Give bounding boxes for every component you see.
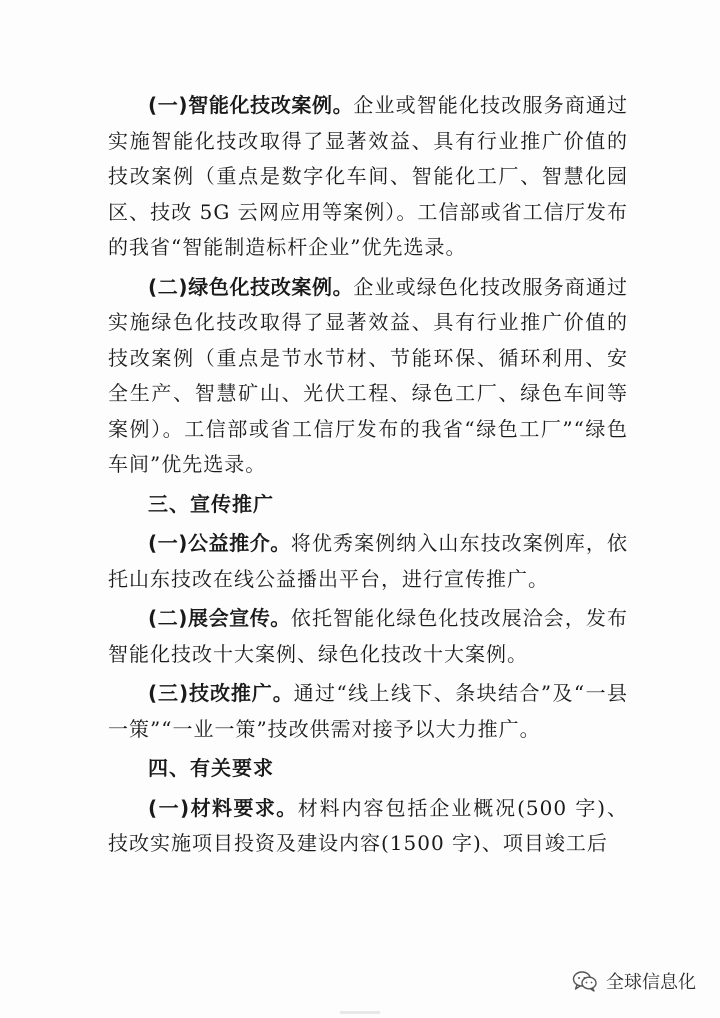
watermark-text: 全球信息化 — [606, 972, 696, 993]
paragraph-text: 依托智能化绿色化技改展洽会，发布智能化技改十大案例、绿色化技改十大案例。 — [108, 606, 629, 666]
paragraph-green-case — [108, 270, 628, 483]
paragraph-text: 企业或绿色化技改服务商通过实施绿色化技改取得了显著效益、具有行业推广价值的技改案例（重点是节水节材、节能环保、循环利用、安全生产、智慧矿山、光伏工程、绿色工厂、绿色车间等案例）。工信部或省工信厅发布的我省“绿色工厂”“绿色车间”优先选录。 — [108, 274, 629, 476]
page-bottom-mark — [340, 1011, 380, 1014]
paragraph-material-requirements — [108, 791, 628, 862]
paragraph-intelligent-case — [108, 88, 628, 266]
paragraph-text: 通过“线上线下、条块结合”及“一县一策”“一业一策”技改供需对接予以大力推广。 — [108, 681, 628, 741]
paragraph-public-welfare — [108, 526, 628, 597]
paragraph-lead: (一)公益推介。 — [148, 531, 291, 555]
wechat-watermark — [572, 968, 696, 994]
paragraph-text: 材料内容包括企业概况(500 字)、技改实施项目投资及建设内容(1500 字)、项目竣工后 — [108, 795, 629, 855]
paragraph-exhibition — [108, 601, 628, 672]
document-body — [108, 88, 628, 862]
paragraph-lead: (二)绿色化技改案例。 — [148, 274, 354, 299]
paragraph-lead: (三)技改推广。 — [148, 681, 294, 705]
paragraph-text: 企业或智能化技改服务商通过实施智能化技改取得了显著效益、具有行业推广价值的技改案例（重点是数字化车间、智能化工厂、智慧化园区、技改 5G 云网应用等案例）。工信部或省工信厅发布的我省“智能制造标杆企业”优先选录。 — [108, 93, 629, 259]
wechat-chat-bubble-icon — [572, 970, 598, 992]
paragraph-tech-promotion — [108, 676, 628, 747]
section-heading-promotion: 三、宣传推广 — [148, 491, 274, 516]
section-heading-requirements: 四、有关要求 — [148, 756, 274, 780]
paragraph-text: 将优秀案例纳入山东技改案例库，依托山东技改在线公益播出平台，进行宣传推广。 — [108, 531, 629, 591]
paragraph-lead: (二)展会宣传。 — [148, 606, 291, 630]
paragraph-lead: (一)材料要求。 — [148, 795, 298, 820]
paragraph-lead: (一)智能化技改案例。 — [148, 93, 354, 117]
